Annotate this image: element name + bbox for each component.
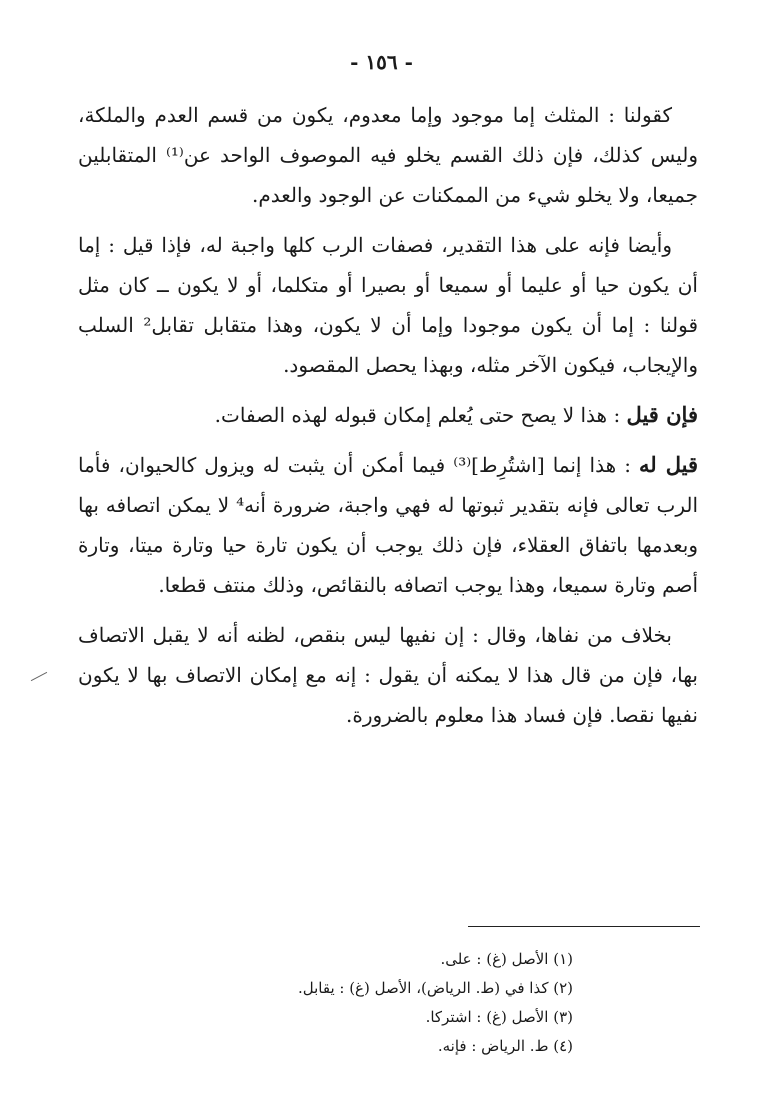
paragraph-2-text: وأيضا فإنه على هذا التقدير، فصفات الرب كلها واجبة له، فإذا قيل : إما أن يكون حيا أو عليما أو سميعا أو بصيرا أو متكلما، أو لا يكون ــ كان مثل قولنا : إما أن يكون موجودا وإما أن لا يكون، وهذا متقابل تقابل² السلب والإيجاب، فيكون الآخر مثله، وبهذا يحصل المقصود. bbox=[78, 233, 699, 377]
footnotes bbox=[153, 945, 573, 1061]
footnote-1: (١) الأصل (غ) : على. bbox=[440, 950, 573, 968]
paragraph-5 bbox=[78, 615, 698, 735]
paragraph-4-lead: قيل له bbox=[639, 452, 699, 477]
paragraph-4-text: : هذا إنما [اشتُرِط]⁽³⁾ فيما أمكن أن يثبت له ويزول كالحيوان، فأما الرب تعالى فإنه بتقدير ثبوتها له فهي واجبة، ضرورة أنه⁴ لا يمكن اتصافه بها وبعدمها باتفاق العقلاء، فإن ذلك يوجب أن يكون تارة حيا وتارة ميتا، وتارة أصم وتارة سميعا، وهذا يوجب اتصافه بالنقائص، وذلك منتف قطعا. bbox=[78, 453, 698, 597]
footnote-3: (٣) الأصل (غ) : اشتركا. bbox=[425, 1008, 573, 1026]
paragraph-3-lead: فإن قيل bbox=[626, 402, 698, 427]
paragraph-3 bbox=[78, 395, 698, 435]
paragraph-2 bbox=[78, 225, 698, 385]
main-text bbox=[78, 95, 698, 735]
page-number: - ١٥٦ - bbox=[350, 50, 413, 74]
margin-pencil-mark bbox=[31, 672, 47, 681]
footnote-4: (٤) ط. الرياض : فإنه. bbox=[437, 1037, 573, 1055]
footnote-separator bbox=[468, 926, 700, 927]
footnote-2: (٢) كذا في (ط. الرياض)، الأصل (غ) : يقابل. bbox=[297, 979, 573, 997]
paragraph-3-text: : هذا لا يصح حتى يُعلم إمكان قبوله لهذه الصفات. bbox=[214, 403, 627, 427]
paragraph-4 bbox=[78, 445, 698, 605]
paragraph-1-text: كقولنا : المثلث إما موجود وإما معدوم، يكون من قسم العدم والملكة، وليس كذلك، فإن ذلك القسم يخلو فيه الموصوف الواحد عن⁽¹⁾ المتقابلين جميعا، ولا يخلو شيء من الممكنات عن الوجود والعدم. bbox=[78, 103, 698, 207]
paragraph-5-text: بخلاف من نفاها، وقال : إن نفيها ليس بنقص، لظنه أنه لا يقبل الاتصاف بها، فإن من قال هذا لا يمكنه أن يقول : إنه مع إمكان الاتصاف بها لا يكون نفيها نقصا. فإن فساد هذا معلوم بالضرورة. bbox=[78, 623, 698, 727]
paragraph-1 bbox=[78, 95, 698, 215]
